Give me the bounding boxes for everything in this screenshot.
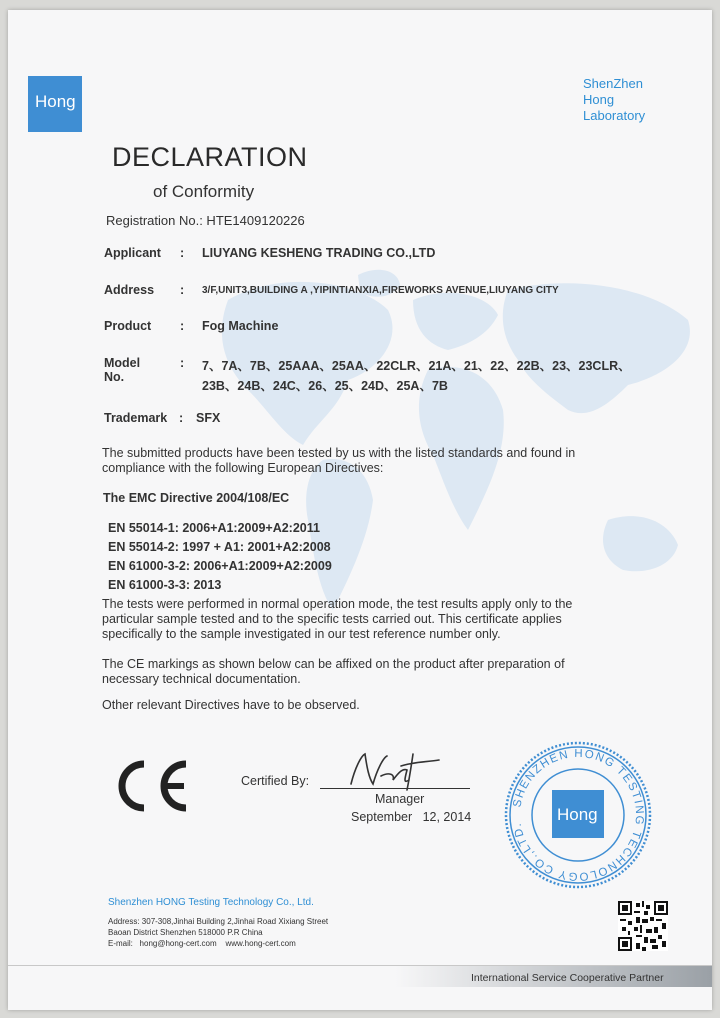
ce-marking-paragraph bbox=[102, 657, 602, 687]
emc-directive: The EMC Directive 2004/108/EC bbox=[103, 491, 290, 505]
footer-address bbox=[108, 916, 328, 949]
ce-mark-icon bbox=[106, 758, 192, 814]
compliance-line-1: The submitted products have been tested by us with the listed standards and found in bbox=[102, 446, 576, 460]
lab-name bbox=[583, 76, 645, 124]
certificate-page bbox=[8, 10, 712, 1010]
paragraph-line: specifically to the sample investigated in our test reference number only. bbox=[102, 627, 501, 641]
lab-line-3: Laboratory bbox=[583, 108, 646, 123]
trademark-label: Trademark bbox=[104, 411, 168, 425]
seal-ring-text: SHENZHEN HONG TESTING TECHNOLOGY CO.,LTD. bbox=[511, 747, 646, 883]
paragraph-line: necessary technical documentation. bbox=[102, 672, 301, 686]
document-title: DECLARATION bbox=[112, 142, 308, 172]
product-label: Product bbox=[104, 319, 152, 333]
standard-item: EN 55014-2: 1997 + A1: 2001+A2:2008 bbox=[108, 540, 331, 554]
document-subtitle: of Conformity bbox=[153, 182, 255, 201]
standard-item: EN 61000-3-2: 2006+A1:2009+A2:2009 bbox=[108, 559, 332, 573]
lab-line-2: Hong bbox=[583, 92, 615, 107]
address-value: 3/F,UNIT3,BUILDING A ,YIPINTIANXIA,FIREWORKS AVENUE,LIUYANG CITY bbox=[202, 285, 559, 296]
product-colon: : bbox=[180, 319, 185, 333]
model-value-line1: 7、7A、7B、25AAA、25AA、22CLR、21A、21、22、22B、23、23CLR、 bbox=[202, 359, 631, 373]
model-colon: : bbox=[180, 356, 185, 370]
seal-center-text: Hong bbox=[557, 805, 598, 824]
footer-company: Shenzhen HONG Testing Technology Co., Ltd. bbox=[108, 897, 314, 908]
paragraph-line: The tests were performed in normal operation mode, the test results apply only to the bbox=[102, 597, 573, 611]
model-label: Model No. bbox=[104, 356, 141, 384]
applicant-label: Applicant bbox=[104, 246, 161, 260]
issue-date: September 12, 2014 bbox=[351, 810, 472, 824]
address-line: Address: 307-308,Jinhai Building 2,Jinhai Road Xixiang Street bbox=[108, 917, 329, 926]
standard-item: EN 55014-1: 2006+A1:2009+A2:2011 bbox=[108, 521, 320, 535]
paragraph-line: particular sample tested and to the specific tests carried out. This certificate applies bbox=[102, 612, 562, 626]
compliance-paragraph bbox=[102, 446, 602, 476]
applicant-value: LIUYANG KESHENG TRADING CO.,LTD bbox=[202, 246, 436, 260]
company-seal bbox=[503, 740, 653, 890]
address-line: Baoan District Shenzhen 518000 P.R China bbox=[108, 928, 263, 937]
logo-text: Hong bbox=[35, 92, 76, 111]
trademark-colon: : bbox=[179, 411, 184, 425]
compliance-line-2: compliance with the following European Directives: bbox=[102, 461, 384, 475]
other-directives-paragraph: Other relevant Directives have to be observed. bbox=[102, 698, 360, 712]
applicant-colon: : bbox=[180, 246, 185, 260]
manager-signature bbox=[343, 748, 443, 793]
standard-item: EN 61000-3-3: 2013 bbox=[108, 578, 222, 592]
registration-number: Registration No.: HTE1409120226 bbox=[106, 213, 305, 228]
test-conditions-paragraph bbox=[102, 597, 602, 642]
address-label: Address bbox=[104, 283, 155, 297]
standards-list bbox=[108, 519, 332, 595]
qr-code-icon bbox=[618, 901, 668, 951]
paragraph-line: The CE markings as shown below can be affixed on the product after preparation of bbox=[102, 657, 565, 671]
product-value: Fog Machine bbox=[202, 319, 279, 333]
model-value-line2: 23B、24B、24C、26、25、24D、25A、7B bbox=[202, 379, 448, 393]
address-colon: : bbox=[180, 283, 185, 297]
partner-text: International Service Cooperative Partner bbox=[471, 972, 664, 984]
trademark-value: SFX bbox=[196, 411, 221, 425]
hong-logo bbox=[28, 76, 82, 132]
signature-line bbox=[320, 788, 470, 789]
certified-by-label: Certified By: bbox=[241, 774, 310, 788]
lab-line-1: ShenZhen bbox=[583, 76, 643, 91]
signer-title: Manager bbox=[375, 792, 425, 806]
address-line: E-mail: hong@hong-cert.com www.hong-cert.com bbox=[108, 939, 296, 948]
